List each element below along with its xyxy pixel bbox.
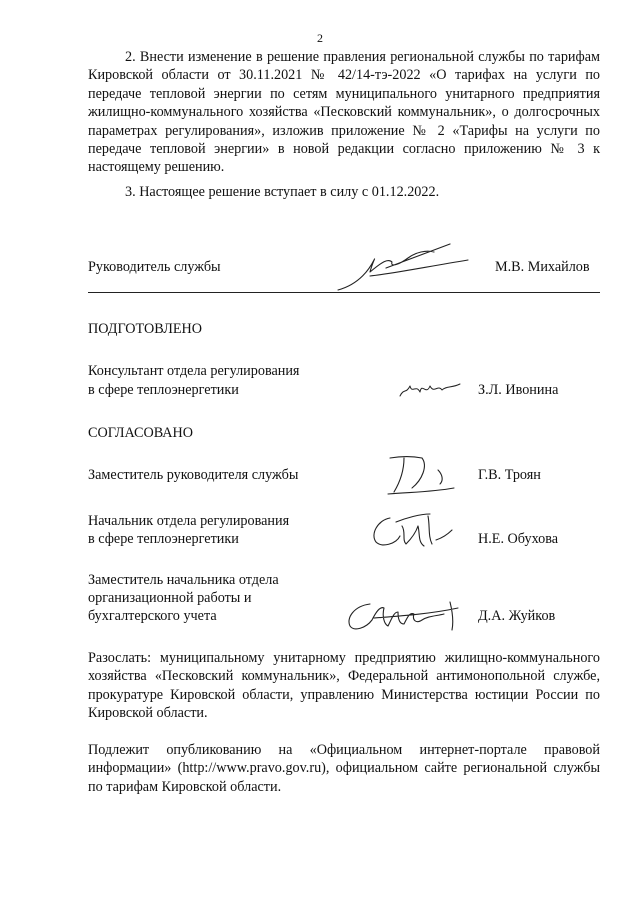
signer-2-position-line2: в сфере теплоэнергетики bbox=[88, 531, 239, 547]
signer-3-position-line2: организационной работы и bbox=[88, 590, 252, 606]
prepared-name: З.Л. Ивонина bbox=[478, 382, 559, 398]
head-signature bbox=[330, 238, 480, 298]
signer-2-signature bbox=[366, 504, 456, 554]
signer-2-position-line1: Начальник отдела регулирования bbox=[88, 513, 290, 529]
separator-line bbox=[88, 292, 600, 293]
signer-1-position: Заместитель руководителя службы bbox=[88, 467, 299, 483]
prepared-position-line1: Консультант отдела регулирования bbox=[88, 363, 300, 379]
distribution-list: Разослать: муниципальному унитарному предприятию жилищно-коммунального хозяйства «Песковский коммунальник», Федеральной антимонопольной службе, прокуратуре Кировской области, управлению Министерства юстиции России по Кировской области. bbox=[88, 650, 600, 722]
signer-3-signature bbox=[340, 594, 470, 636]
publication-note: Подлежит опубликованию на «Официальном интернет-портале правовой информации» (http://www.pravo.gov.ru), официальном сайте региональной службы по тарифам Кировской области. bbox=[88, 742, 600, 795]
signer-3-position-line1: Заместитель начальника отдела bbox=[88, 572, 279, 588]
signer-2-name: Н.Е. Обухова bbox=[478, 531, 559, 547]
paragraph-3: 3. Настоящее решение вступает в силу с 01.12.2022. bbox=[125, 184, 440, 200]
head-position: Руководитель службы bbox=[88, 259, 221, 275]
signer-1-name: Г.В. Троян bbox=[478, 467, 541, 483]
signer-3-position-line3: бухгалтерского учета bbox=[88, 608, 217, 624]
prepared-signature bbox=[396, 376, 468, 402]
agreed-heading: СОГЛАСОВАНО bbox=[88, 425, 194, 441]
prepared-heading: ПОДГОТОВЛЕНО bbox=[88, 321, 202, 337]
signer-1-signature bbox=[382, 452, 462, 498]
signer-3-name: Д.А. Жуйков bbox=[478, 608, 556, 624]
prepared-position-line2: в сфере теплоэнергетики bbox=[88, 382, 239, 398]
page-number: 2 bbox=[317, 31, 323, 45]
paragraph-2: 2. Внести изменение в решение правления региональной службы по тарифам Кировской области от 30.11.2021 № 42/14-тэ-2022 «О тарифах на услуги по передаче тепловой энергии по сетям муниципального унитарного предприятия жилищно-коммунального хозяйства «Песковский коммунальник», о долгосрочных параметрах регулирования», изложив приложение № 2 «Тарифы на услуги по передаче тепловой энергии» в новой редакции согласно приложению № 3 к настоящему решению. bbox=[88, 49, 600, 176]
head-name: М.В. Михайлов bbox=[495, 259, 590, 275]
